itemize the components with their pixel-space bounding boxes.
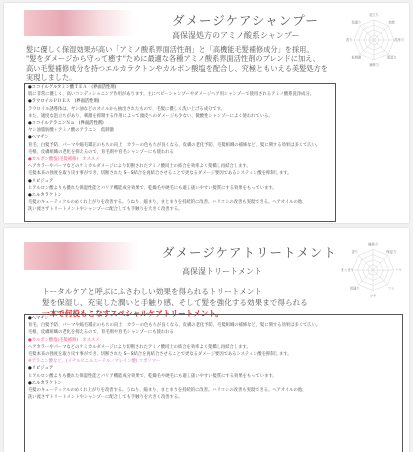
- ingredient-text: 毛髪のキューティクルのめくれ上がりを改善する。うねり、縮まり、まとまりを持続的に改善。ハリコシの改善も実現できる。ヘアオイルの他、: [28, 200, 307, 206]
- radar-label: 保湿力: [386, 55, 397, 60]
- flower-banner-image: [24, 242, 139, 270]
- radar-label: まとまり: [340, 268, 354, 273]
- ingredient-heading: ●エルカラクトン: [28, 380, 62, 386]
- ingredient-text: また、適度な泡立ちがあり、刺激を抑制する作用によって頭皮へのダメージも少ない、微酸性シャンプーによく使われている。: [28, 113, 273, 119]
- ingredient-text: 毛根、皮膚組織の老化を抑えるので、育毛剤や育毛シャンプーにも使われる: [28, 330, 174, 336]
- radar-label: 香り: [351, 249, 359, 254]
- radar-chart: [342, 5, 406, 71]
- ingredient-text: 肌に非常に優しく、高いコンディショニング作用があります。主にベビーシャンプーやダメージヘア用シャンプーで使用されるアミノ酸系洗浄成分。: [28, 92, 315, 98]
- intro-line: 髪に優しく保湿効果が高い「アミノ酸系界面活性剤」と「高機能毛髪補修成分」を採用。: [26, 45, 314, 54]
- radar-label: 指通り: [349, 286, 360, 291]
- intro-text: [26, 45, 328, 82]
- radar-chart: [340, 234, 406, 302]
- radar-label: 洗浄力: [394, 38, 404, 42]
- ingredient-text: ヘアカラーやパーマなどのケミカルダメージにより切断されたアミノ酸同士の結合を効率よく架橋し再結合します。: [28, 164, 251, 170]
- sheet-subtitle: 高保湿処方のアミノ酸系シャンプー: [172, 31, 300, 40]
- radar-label: ハリ: [395, 268, 403, 273]
- ingredient-text: 毛根、皮膚組織の老化を抑えるので、育毛剤や育毛シャンプーにも使われる: [28, 149, 174, 155]
- ingredient-text: 育毛、白髪予防、パーマや縮毛矯正のもちの向上 カラーの色もちが良くなる、皮膚の老化予防、毛髪組織の補修など、髪に関する効果は多くて広い。: [28, 142, 321, 148]
- ingredient-text: ヒアルロン酸よりも優れた保湿性能とバリア機能成分効果で、乾燥毛や硬毛にも適し扱いやすい髪質にする効果をもっています。: [28, 373, 277, 379]
- sheet-title: ダメージケアトリートメント: [162, 245, 337, 260]
- ingredient-heading: ●ヘマチン: [28, 135, 49, 141]
- ingredient-text: 毛髪本来の強度を取り戻す事ができ、切断された S－S結合を再結合させることで更なるダメージ要因であるシスティン酸を抑制します。: [28, 171, 292, 177]
- intro-line: トータルケアと呼ぶにふさわしい効果を得られるトリートメント: [42, 287, 262, 296]
- radar-label: 泡立ち: [369, 13, 379, 17]
- ingredient-box: [24, 83, 336, 222]
- intro-line: "髪をダメージから守って癒す"ために最適な各種アミノ酸系界面活性剤のブレンドに加え、: [26, 54, 320, 64]
- intro-line: 高い毛髪補修成分を持つエルカラクトンやカルボン酸塩を配合し、究極ともいえる美髪処方を: [26, 63, 328, 73]
- intro-line: 実現しました。: [26, 72, 77, 82]
- treatment-sheet: [4, 228, 409, 452]
- ingredient-heading: ●ヘマチン: [28, 316, 49, 321]
- shampoo-sheet: [4, 3, 409, 223]
- radar-label: 補修力: [368, 242, 378, 247]
- ingredient-box: [24, 314, 403, 452]
- radar-label: 低刺激: [351, 55, 362, 60]
- ingredient-heading: ●ココイルグルタミン酸ＴＥＡ (界面活性剤): [28, 85, 117, 90]
- ingredient-heading: ●リピジュア: [28, 366, 54, 372]
- intro-highlight-line: 一本で何役もこなすスペシャルケアトリートメント。: [42, 309, 223, 318]
- radar-label: 泡質: [388, 20, 395, 25]
- radar-label: 香り: [345, 38, 353, 42]
- ingredient-heading: ●カルボン酸塩(毛髪補修) オススメ: [28, 157, 100, 163]
- intro-line: 髪を保湿し、充実した潤いと手触り感、そして髪を強化する効果まで得られる: [42, 298, 308, 307]
- radar-label: 保湿力: [386, 249, 397, 254]
- radar-label: コシ: [387, 286, 395, 291]
- ingredient-text: ヤシ油脂肪酸＋アミノ酸のアラニン 低刺激: [28, 128, 114, 134]
- ingredient-text: 毛髪のキューティクルのめくれ上がりを改善する。うねり、縮まり、まとまりを持続的に改善。ハリコシの改善も実現できる。ヘアオイルの他、: [28, 388, 307, 394]
- radar-label: 補修力: [369, 63, 379, 67]
- ingredient-text: 洗い流さずトリートメントやシャンプーに配合しても手触りを大きく改善する。: [28, 395, 183, 401]
- ingredient-text: 毛髪本来の強度を取り戻す事ができ、切断された S－S結合を再結合させることで更なるダメージ要因であるシスティン酸を抑制します。: [28, 352, 292, 358]
- ingredient-text: 洗い流さずトリートメントやシャンプーに配合しても手触りを大きく改善する。: [28, 207, 183, 213]
- flower-banner-image: [24, 10, 134, 36]
- ingredient-text: ラウロイル誘導体は、ヤシ油などのオイルから抽出されたもので、毛髪に優しく洗い上げる成分です。: [28, 106, 225, 112]
- ingredient-text: ヘアカラーやパーマなどのケミカルダメージにより切断されたアミノ酸同士の結合を効率よく架橋し再結合します。: [28, 344, 251, 350]
- ingredient-heading: ●ココイルアラニンＮａ (界面活性剤): [28, 121, 104, 127]
- ingredient-text: ※アラニン酸など、(メチルビニルエーテル／マレイン酸) コポリマー: [28, 359, 161, 365]
- ingredient-heading: ●ラウロイルＰＤＥＡ (界面活性剤): [28, 99, 100, 105]
- ingredient-heading: ●リピジュア: [28, 178, 54, 184]
- sheet-title: ダメージケアシャンプー: [172, 13, 319, 28]
- ingredient-heading: ●カルボン酸塩(毛髪補修) オススメ: [28, 337, 100, 343]
- radar-label: ツヤ: [369, 293, 377, 298]
- ingredient-text: 育毛、白髪予防、パーマや縮毛矯正のもちの向上 カラーの色もちが良くなる、皮膚の老化予防、毛髪組織の補修など、髪に関する効果は多くて広い。: [28, 323, 321, 329]
- ingredient-text: ヒアルロン酸よりも優れた保湿性能とバリア機能成分効果で、乾燥毛や硬毛にも適し扱いやすい髪質にする効果をもっています。: [28, 185, 277, 191]
- sheet-subtitle: 高保湿トリートメント: [182, 267, 262, 276]
- ingredient-heading: ●エルカラクトン: [28, 193, 62, 199]
- radar-label: 指通り: [351, 20, 362, 25]
